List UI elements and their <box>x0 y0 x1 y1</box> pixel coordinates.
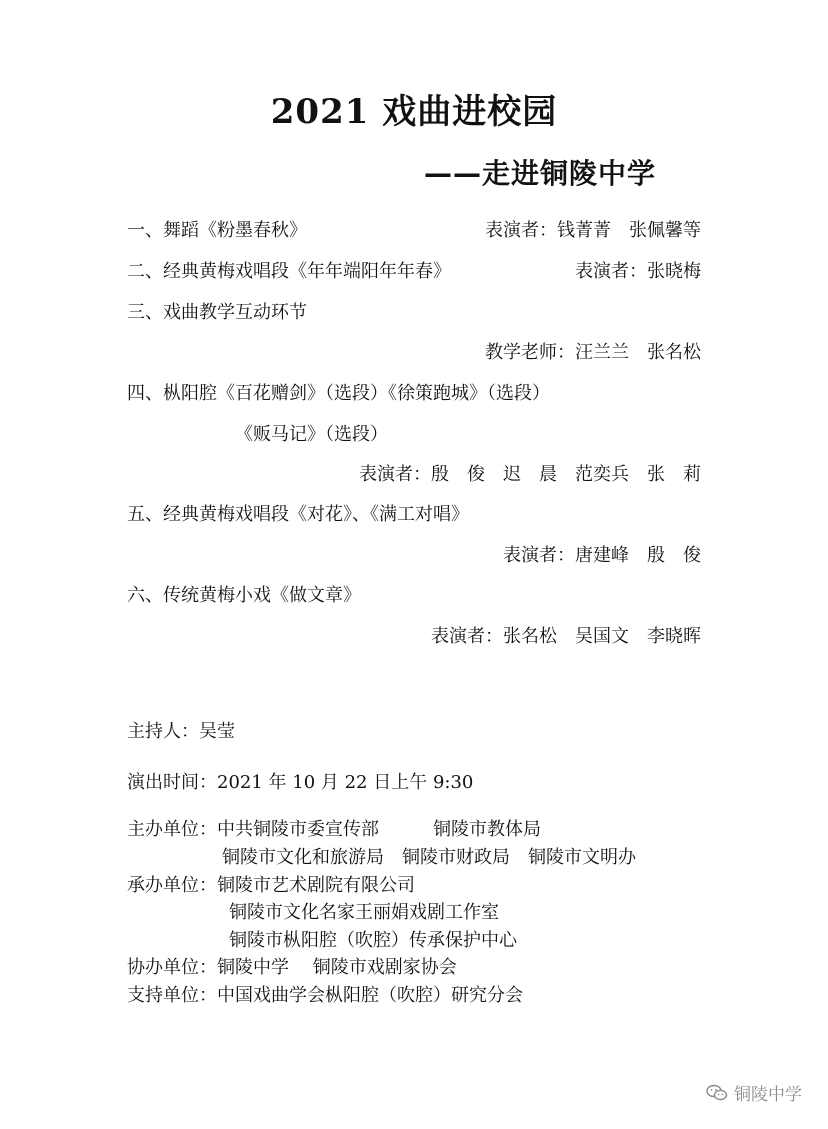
program-performers-1: 表演者：钱菁菁 张佩馨等 <box>485 220 701 241</box>
program-item-4-cont: 《贩马记》（选段） <box>235 424 388 445</box>
program-item-4: 四、枞阳腔《百花赠剑》（选段）《徐策跑城》（选段） <box>127 383 550 404</box>
undertake-line-3: 铜陵市枞阳腔（吹腔）传承保护中心 <box>229 930 517 951</box>
program-performers-3: 教学老师：汪兰兰 张名松 <box>485 342 701 363</box>
program-performers-6: 表演者：张名松 吴国文 李晓晖 <box>431 626 701 647</box>
program-item-2: 二、经典黄梅戏唱段《年年端阳年年春》 <box>127 261 451 282</box>
watermark <box>706 1080 802 1105</box>
host-org-line-2: 铜陵市文化和旅游局 铜陵市财政局 铜陵市文明办 <box>222 847 636 868</box>
program-item-1: 一、舞蹈《粉墨春秋》 <box>127 220 307 241</box>
host-org-line-1: 主办单位：中共铜陵市委宣传部 铜陵市教体局 <box>127 819 541 840</box>
program-item-6: 六、传统黄梅小戏《做文章》 <box>127 585 361 606</box>
page-title: 2021 戏曲进校园 <box>270 92 558 132</box>
wechat-icon <box>706 1084 728 1102</box>
watermark-text: 铜陵中学 <box>734 1085 802 1105</box>
undertake-line-1: 承办单位：铜陵市艺术剧院有限公司 <box>127 875 415 896</box>
program-item-3: 三、戏曲教学互动环节 <box>127 302 307 323</box>
program-performers-2: 表演者：张晓梅 <box>575 261 701 282</box>
page-subtitle: ——走进铜陵中学 <box>424 157 657 190</box>
program-item-5: 五、经典黄梅戏唱段《对花》、《满工对唱》 <box>127 504 469 525</box>
undertake-line-2: 铜陵市文化名家王丽娟戏剧工作室 <box>229 902 499 923</box>
program-performers-5: 表演者：唐建峰 殷 俊 <box>503 545 701 566</box>
support-line: 支持单位：中国戏曲学会枞阳腔（吹腔）研究分会 <box>127 985 523 1006</box>
program-performers-4: 表演者：殷 俊 迟 晨 范奕兵 张 莉 <box>359 464 701 485</box>
assist-line: 协办单位：铜陵中学 铜陵市戏剧家协会 <box>127 957 457 978</box>
host-line: 主持人：吴莹 <box>127 721 235 742</box>
time-line: 演出时间：2021 年 10 月 22 日上午 9:30 <box>127 772 474 793</box>
